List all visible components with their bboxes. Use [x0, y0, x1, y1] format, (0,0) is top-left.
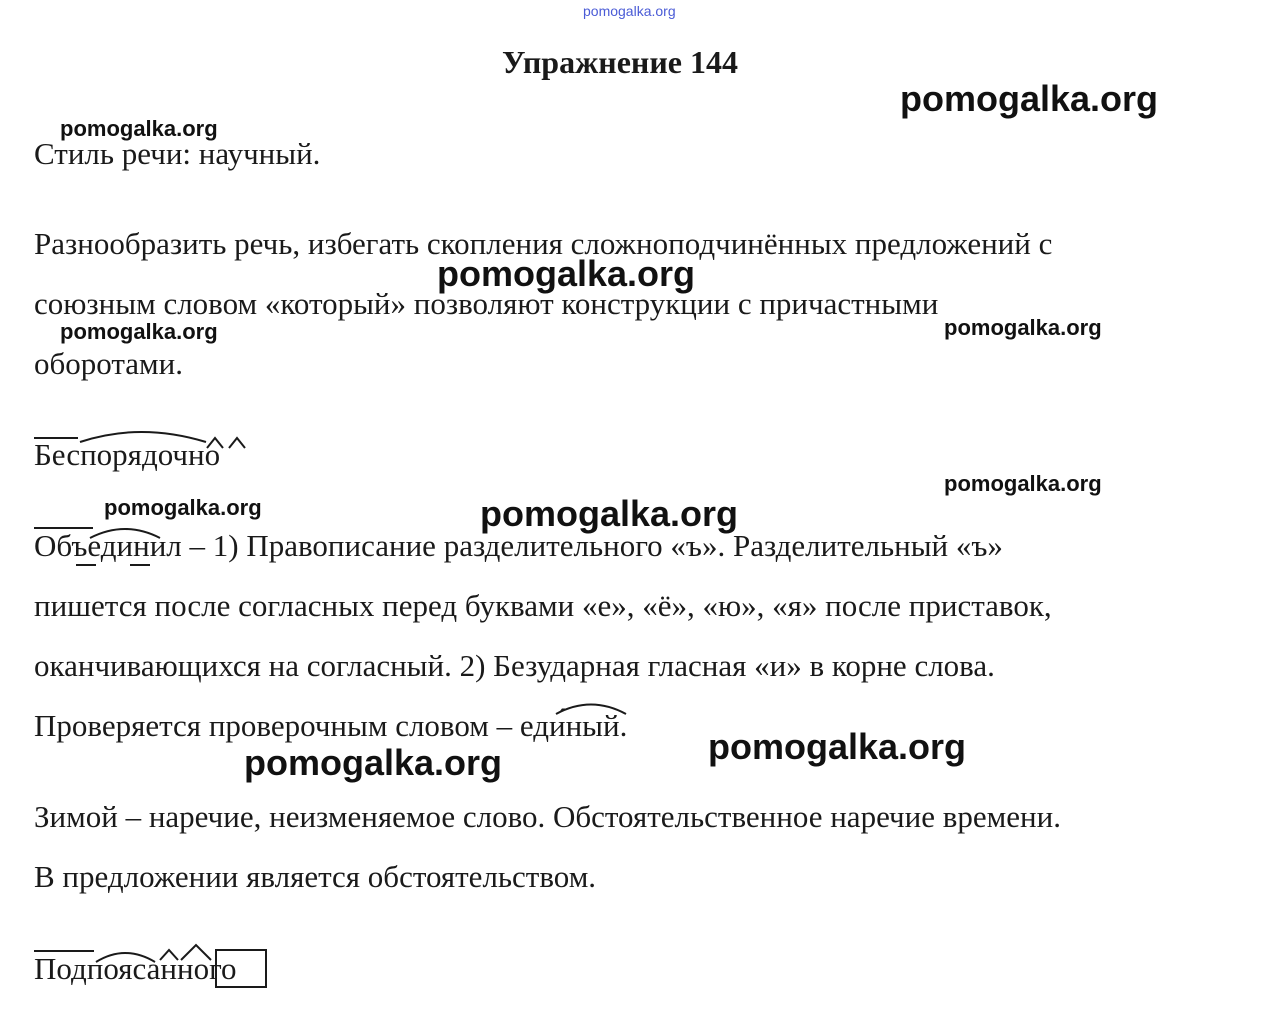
- watermark: pomogalka.org: [104, 495, 262, 520]
- paragraph-line: В предложении является обстоятельством.: [34, 859, 597, 894]
- paragraph-line: Разнообразить речь, избегать скопления сложноподчинённых предложений с: [34, 226, 1053, 261]
- watermark-top[interactable]: pomogalka.org: [583, 3, 676, 19]
- watermark: pomogalka.org: [944, 315, 1102, 340]
- speech-style-line: Стиль речи: научный.: [34, 136, 321, 171]
- morpheme-word-podpoyasannogo: Подпоясанного: [34, 951, 237, 986]
- paragraph-line: оканчивающихся на согласный. 2) Безударная гласная «и» в корне слова.: [34, 648, 995, 683]
- watermark: pomogalka.org: [244, 742, 503, 783]
- paragraph-line: Проверяется проверочным словом – еди́ный.: [34, 708, 628, 743]
- paragraph-line: Зимой – наречие, неизменяемое слово. Обстоятельственное наречие времени.: [34, 799, 1061, 834]
- suffix-mark: [229, 438, 245, 448]
- paragraph-line: союзным словом «который» позволяют конструкции с причастными: [34, 286, 939, 321]
- watermark: pomogalka.org: [60, 319, 218, 344]
- watermark: pomogalka.org: [944, 471, 1102, 496]
- watermark: pomogalka.org: [60, 116, 218, 141]
- watermark: pomogalka.org: [708, 726, 967, 767]
- watermark: pomogalka.org: [437, 253, 696, 294]
- watermark: pomogalka.org: [480, 493, 739, 534]
- paragraph-line: оборотами.: [34, 346, 184, 381]
- paragraph-line: Объединил – 1) Правописание разделительного «ъ». Разделительный «ъ»: [34, 528, 1003, 563]
- exercise-title: Упражнение 144: [501, 44, 738, 80]
- paragraph-line: пишется после согласных перед буквами «е», «ё», «ю», «я» после приставок,: [34, 588, 1052, 623]
- watermark: pomogalka.org: [900, 78, 1159, 119]
- morpheme-word-besporyadochno: Беспорядочно: [34, 437, 221, 472]
